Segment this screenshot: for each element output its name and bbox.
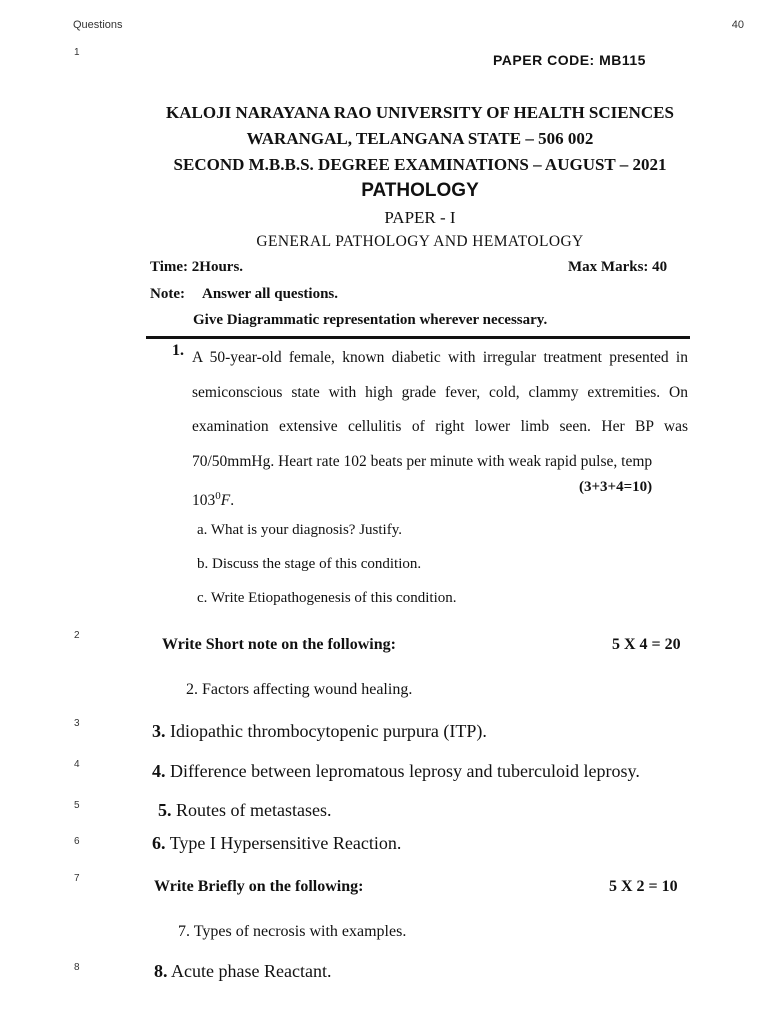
- brief-marks: 5 X 2 = 10: [609, 878, 678, 895]
- exam-time: Time: 2Hours.: [150, 259, 244, 275]
- short-notes-heading: Write Short note on the following:: [162, 636, 396, 653]
- question-1-sub-c: c. Write Etiopathogenesis of this condition.: [197, 590, 457, 606]
- question-number-2: 2: [74, 630, 80, 641]
- brief-heading: Write Briefly on the following:: [154, 878, 364, 895]
- question-2-text: 2. Factors affecting wound healing.: [186, 681, 413, 698]
- question-number-1: 1: [74, 47, 80, 58]
- paper-number: PAPER - I: [384, 208, 456, 227]
- question-number-3: 3: [74, 718, 80, 729]
- max-marks: Max Marks: 40: [568, 259, 668, 275]
- paper-title: GENERAL PATHOLOGY AND HEMATOLOGY: [256, 233, 584, 250]
- paper-code: PAPER CODE: MB115: [493, 52, 646, 68]
- question-7-text: 7. Types of necrosis with examples.: [178, 923, 407, 940]
- subject-title: PATHOLOGY: [361, 180, 479, 201]
- question-3: 3. Idiopathic thrombocytopenic purpura (ITP).: [152, 721, 487, 741]
- question-1-sub-b: b. Discuss the stage of this condition.: [197, 556, 422, 572]
- university-location: WARANGAL, TELANGANA STATE – 506 002: [246, 129, 594, 148]
- question-number-8: 8: [74, 962, 80, 973]
- question-1-sub-a: a. What is your diagnosis? Justify.: [197, 522, 402, 538]
- question-8: 8. Acute phase Reactant.: [154, 961, 332, 981]
- question-4: 4. Difference between lepromatous leprosy and tuberculoid leprosy.: [152, 761, 640, 781]
- question-5: 5. Routes of metastases.: [158, 800, 332, 820]
- question-6: 6. Type I Hypersensitive Reaction.: [152, 833, 402, 853]
- question-1-number: 1.: [172, 342, 184, 359]
- question-1-marks: (3+3+4=10): [579, 479, 653, 495]
- university-name: KALOJI NARAYANA RAO UNIVERSITY OF HEALTH SCIENCES: [166, 103, 674, 122]
- page-header-right: 40: [731, 19, 744, 31]
- page-header-left: Questions: [73, 19, 123, 31]
- header-divider: [146, 336, 690, 339]
- question-1-temp: $103^0F$.: [192, 490, 235, 510]
- question-number-4: 4: [74, 759, 80, 770]
- question-number-6: 6: [74, 836, 80, 847]
- question-number-7: 7: [74, 873, 80, 884]
- note-label: Note:: [150, 286, 185, 302]
- note-text-2: Give Diagrammatic representation wherever necessary.: [193, 312, 548, 328]
- note-text: Answer all questions.: [202, 286, 338, 302]
- question-number-5: 5: [74, 800, 80, 811]
- exam-title: SECOND M.B.B.S. DEGREE EXAMINATIONS – AUGUST – 2021: [173, 155, 667, 174]
- question-1-body: A 50-year-old female, known diabetic with irregular treatment presented in semiconscious state with high grade fever, cold, clammy extremities. On examination extensive cellulitis of right lower limb seen. Her BP was 70/50mmHg. Heart rate 102 beats per minute with weak rapid pulse, temp: [192, 349, 688, 470]
- short-notes-marks: 5 X 4 = 20: [612, 636, 681, 653]
